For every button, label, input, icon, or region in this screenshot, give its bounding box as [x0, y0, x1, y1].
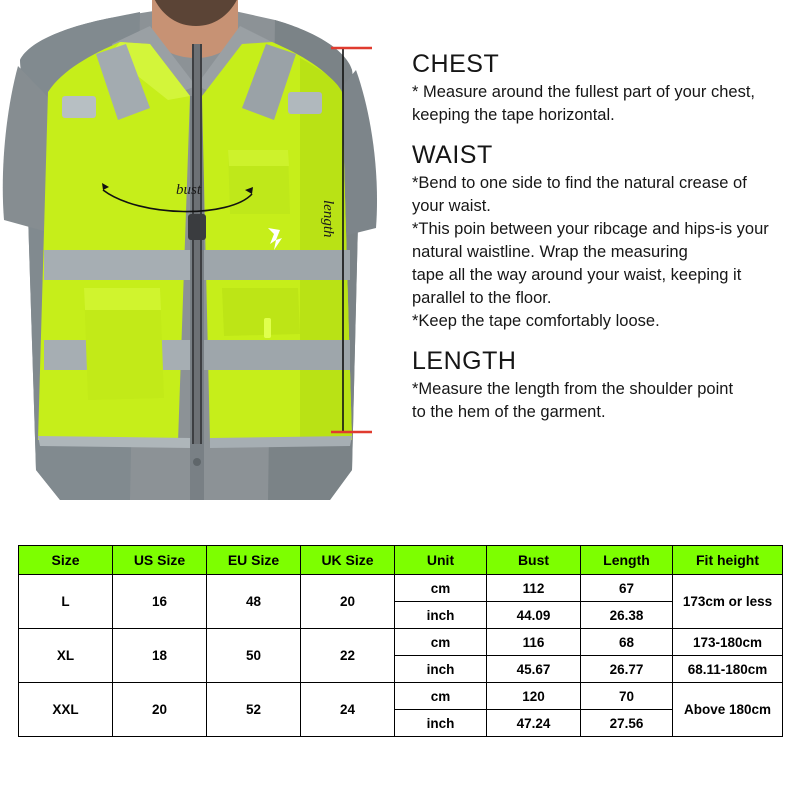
chest-heading: CHEST: [412, 50, 500, 78]
cell-unit: cm: [395, 683, 487, 710]
length-measure-label: length: [320, 200, 336, 238]
product-photo: [0, 0, 390, 500]
table-header-row: [19, 546, 783, 575]
cell-fit-height: 68.11-180cm: [673, 656, 783, 683]
header-length: Length: [581, 546, 673, 575]
cell-eu-size: 48: [207, 575, 301, 629]
cell-fit-height: 173-180cm: [673, 629, 783, 656]
waist-line-7: *Keep the tape comfortably loose.: [412, 312, 660, 330]
cell-unit: cm: [395, 575, 487, 602]
length-line-2: to the hem of the garment.: [412, 403, 606, 421]
cell-eu-size: 50: [207, 629, 301, 683]
header-unit: Unit: [395, 546, 487, 575]
length-line-1: *Measure the length from the shoulder point: [412, 380, 734, 398]
cell-uk-size: 20: [301, 575, 395, 629]
header-size: Size: [19, 546, 113, 575]
cell-uk-size: 22: [301, 629, 395, 683]
waist-line-1: *Bend to one side to find the natural crease of: [412, 174, 747, 192]
cell-length: 68: [581, 629, 673, 656]
cell-unit: inch: [395, 602, 487, 629]
cell-unit: inch: [395, 710, 487, 737]
table-row: [19, 575, 783, 602]
waist-line-3: *This poin between your ribcage and hips-is your: [412, 220, 769, 238]
cell-fit-height: 173cm or less: [673, 575, 783, 629]
cell-us-size: 16: [113, 575, 207, 629]
cell-bust: 112: [487, 575, 581, 602]
waist-line-4: natural waistline. Wrap the measuring: [412, 243, 688, 261]
table-row: [19, 683, 783, 710]
waist-heading: WAIST: [412, 141, 493, 169]
cell-length: 26.38: [581, 602, 673, 629]
bust-measure-label: bust: [176, 182, 202, 198]
table-row: [19, 629, 783, 656]
header-fit-height: Fit height: [673, 546, 783, 575]
waist-line-6: parallel to the floor.: [412, 289, 552, 307]
size-chart: [18, 545, 782, 737]
cell-bust: 116: [487, 629, 581, 656]
cell-us-size: 20: [113, 683, 207, 737]
cell-eu-size: 52: [207, 683, 301, 737]
cell-fit-height: Above 180cm: [673, 683, 783, 737]
size-table: [18, 545, 783, 737]
chest-instructions: [412, 81, 790, 127]
length-instructions: [412, 378, 790, 424]
chest-line-2: keeping the tape horizontal.: [412, 106, 615, 124]
cell-uk-size: 24: [301, 683, 395, 737]
cell-size: XXL: [19, 683, 113, 737]
measuring-instructions: [412, 50, 790, 438]
cell-bust: 45.67: [487, 656, 581, 683]
cell-size: XL: [19, 629, 113, 683]
cell-bust: 44.09: [487, 602, 581, 629]
cell-length: 27.56: [581, 710, 673, 737]
cell-unit: cm: [395, 629, 487, 656]
measurement-overlay: [0, 0, 390, 500]
length-heading: LENGTH: [412, 347, 517, 375]
cell-length: 26.77: [581, 656, 673, 683]
cell-us-size: 18: [113, 629, 207, 683]
header-us-size: US Size: [113, 546, 207, 575]
cell-bust: 120: [487, 683, 581, 710]
waist-line-5: tape all the way around your waist, keeping it: [412, 266, 742, 284]
cell-length: 70: [581, 683, 673, 710]
header-uk-size: UK Size: [301, 546, 395, 575]
cell-unit: inch: [395, 656, 487, 683]
header-bust: Bust: [487, 546, 581, 575]
chest-line-1: * Measure around the fullest part of your chest,: [412, 83, 756, 101]
header-eu-size: EU Size: [207, 546, 301, 575]
waist-instructions: [412, 172, 790, 333]
waist-line-2: your waist.: [412, 197, 491, 215]
cell-length: 67: [581, 575, 673, 602]
cell-size: L: [19, 575, 113, 629]
cell-bust: 47.24: [487, 710, 581, 737]
